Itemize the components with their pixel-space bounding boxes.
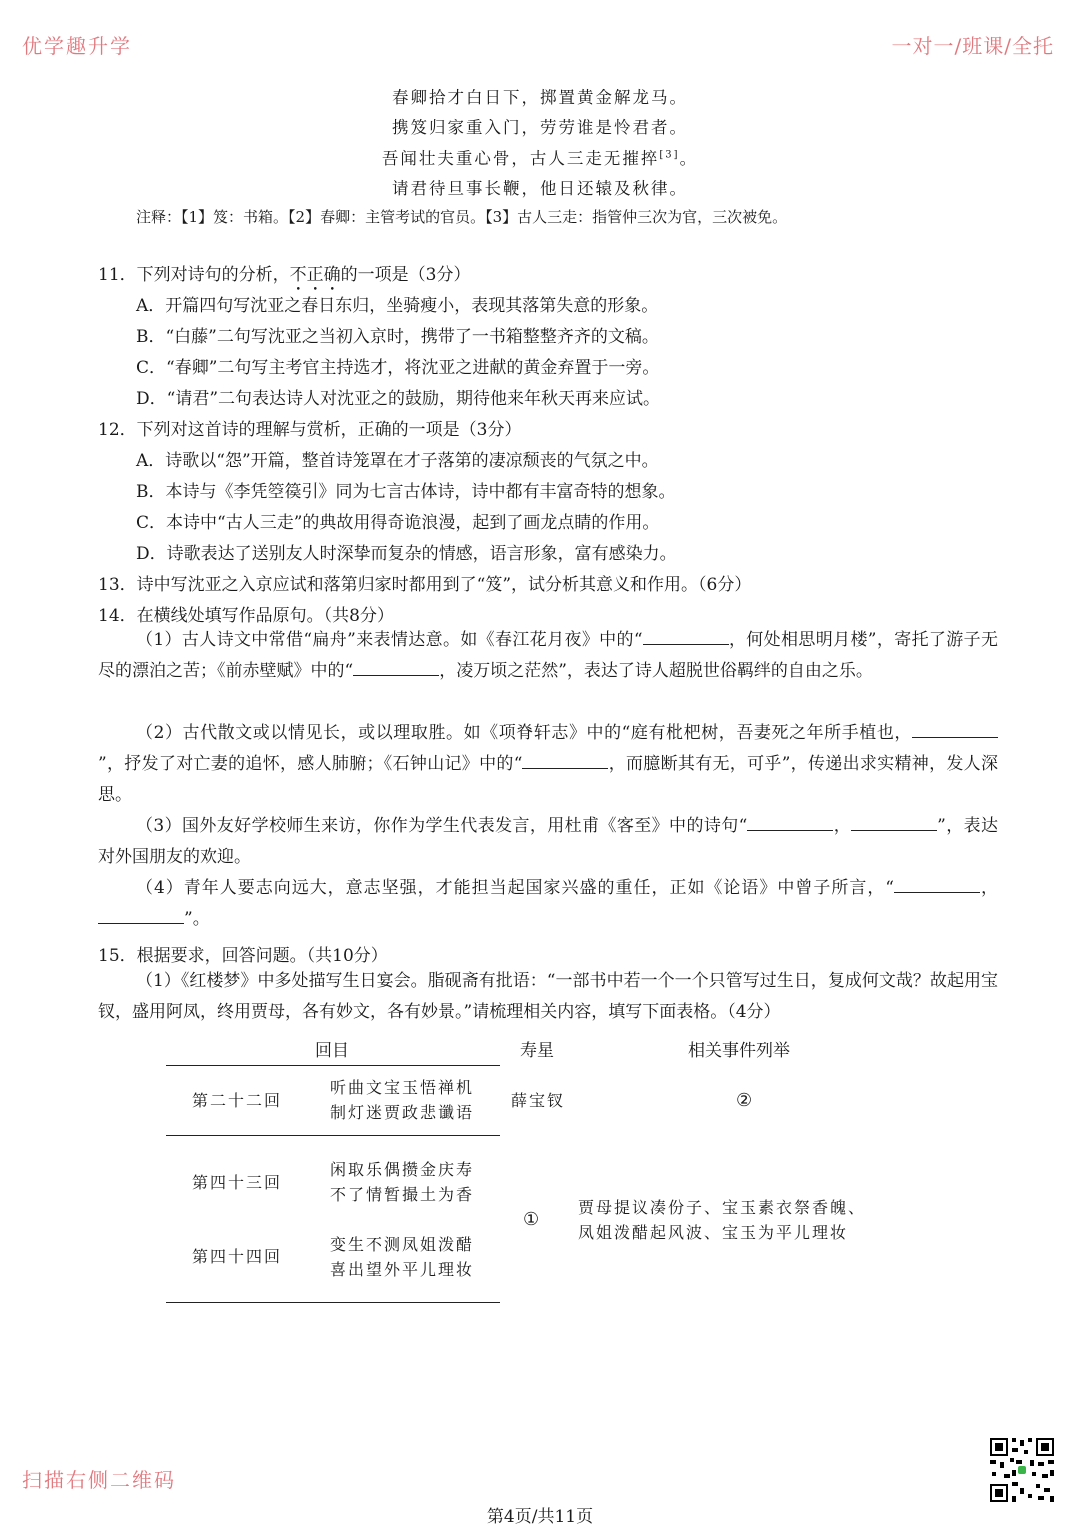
watermark-bottom-left: 扫描右侧二维码 bbox=[22, 1468, 176, 1492]
q11-option-d: D．“请君”二句表达诗人对沈亚之的鼓励，期待他来年秋天再来应试。 bbox=[136, 389, 661, 409]
question-11-stem bbox=[98, 260, 470, 295]
q14-p3-text-b: ， bbox=[833, 816, 852, 836]
q11-option-a: A．开篇四句写沈亚之春日东归，坐骑瘦小，表现其落第失意的形象。 bbox=[136, 296, 659, 316]
q14-p1-text-b: ，何处相思明月楼”，寄托了游子无尽的漂泊之苦；《前赤壁赋》中的“ bbox=[98, 630, 998, 681]
q12-option-a: A．诗歌以“怨”开篇，整首诗笼罩在才子落第的凄凉颓丧的气氛之中。 bbox=[136, 451, 659, 471]
table-header-chapter: 回目 bbox=[315, 1041, 349, 1061]
q14-part-1 bbox=[98, 625, 998, 687]
table-title-43-line1: 闲取乐偶攒金庆寿 bbox=[330, 1160, 475, 1179]
table-events-line2: 凤姐泼醋起风波、宝玉为平儿理妆 bbox=[578, 1223, 849, 1242]
table-chapter-44: 第四十四回 bbox=[192, 1247, 283, 1266]
question-14-stem: 14．在横线处填写作品原句。（共8分） bbox=[98, 606, 394, 626]
q15-part-1: （1）《红楼梦》中多处描写生日宴会。脂砚斋有批语：“一部书中若一个一个只管写过生日，复成何文哉？故起用宝钗，盛用阿凤，终用贾母，各有妙文，各有妙景。”请梳理相关内容，填写下面表格。（4分） bbox=[98, 971, 998, 1022]
answer-blank[interactable] bbox=[353, 661, 439, 676]
watermark-top-right: 一对一/班课/全托 bbox=[891, 34, 1054, 58]
table-events-line1: 贾母提议凑份子、宝玉素衣祭香魄、 bbox=[578, 1198, 867, 1217]
answer-blank[interactable] bbox=[912, 723, 998, 738]
question-15-stem: 15．根据要求，回答问题。（共10分） bbox=[98, 946, 388, 966]
poem-line-2: 携笈归家重入门，劳劳谁是怜君者。 bbox=[392, 118, 688, 137]
q11-stem-pre: 11．下列对诗句的分析， bbox=[98, 265, 290, 285]
q14-part-4 bbox=[98, 873, 998, 935]
q14-p2-text-a: （2）古代散文或以情见长，或以理取胜。如《项脊轩志》中的“庭有枇杷树，吾妻死之年所手植也， bbox=[136, 723, 912, 743]
q12-option-b: B．本诗与《李凭箜篌引》同为七言古体诗，诗中都有丰富奇特的想象。 bbox=[136, 482, 676, 502]
answer-blank[interactable] bbox=[894, 878, 980, 893]
q14-part-3 bbox=[98, 811, 998, 873]
answer-blank[interactable] bbox=[522, 754, 608, 769]
table-rule-top bbox=[166, 1065, 500, 1066]
table-chapter-22: 第二十二回 bbox=[192, 1091, 283, 1110]
table-person-22: 薛宝钗 bbox=[511, 1091, 566, 1110]
table-title-22-line1: 听曲文宝玉悟禅机 bbox=[330, 1078, 475, 1097]
answer-blank[interactable] bbox=[98, 909, 184, 924]
q11-stem-post: 的一项是（3分） bbox=[340, 265, 471, 285]
q11-option-b: B．“白藤”二句写沈亚之当初入京时，携带了一书箱整整齐齐的文稿。 bbox=[136, 327, 659, 347]
q14-p4-text-a: （4）青年人要志向远大，意志坚强，才能担当起国家兴盛的重任，正如《论语》中曾子所言，“ bbox=[136, 878, 895, 898]
table-title-44-line1: 变生不测凤姐泼醋 bbox=[330, 1235, 475, 1254]
footnote-mark: [3] bbox=[659, 149, 680, 161]
q12-option-c: C．本诗中“古人三走”的典故用得奇诡浪漫，起到了画龙点睛的作用。 bbox=[136, 513, 660, 533]
watermark-top-left: 优学趣升学 bbox=[22, 34, 132, 58]
answer-blank[interactable] bbox=[851, 816, 937, 831]
table-events-22: ② bbox=[736, 1090, 755, 1111]
poem-line-3-end: 。 bbox=[679, 149, 699, 168]
table-title-44-line2: 喜出望外平儿理妆 bbox=[330, 1260, 475, 1279]
q11-option-c: C．“春卿”二句写主考官主持选才，将沈亚之进献的黄金弃置于一旁。 bbox=[136, 358, 660, 378]
question-12-stem: 12．下列对这首诗的理解与赏析，正确的一项是（3分） bbox=[98, 420, 522, 440]
poem-line-4: 请君待旦事长鞭，他日还辕及秋律。 bbox=[392, 179, 688, 198]
q14-p4-text-c: ”。 bbox=[184, 909, 210, 929]
q14-part-2 bbox=[98, 718, 998, 811]
page-number: 第4页/共11页 bbox=[486, 1507, 594, 1527]
table-title-44 bbox=[330, 1232, 474, 1282]
table-events-43-44 bbox=[578, 1195, 866, 1245]
table-title-43 bbox=[330, 1157, 474, 1207]
answer-blank[interactable] bbox=[747, 816, 833, 831]
q12-option-d: D．诗歌表达了送别友人时深挚而复杂的情感，语言形象，富有感染力。 bbox=[136, 544, 677, 564]
table-title-43-line2: 不了情暂撮土为香 bbox=[330, 1185, 475, 1204]
table-person-43-44: ① bbox=[523, 1209, 542, 1230]
q14-p3-text-c: ”，表达对外国朋友的欢迎。 bbox=[98, 816, 998, 867]
qr-code-icon[interactable] bbox=[988, 1436, 1056, 1504]
q14-p2-text-c: ，而臆断其有无，可乎”，传递出求实精神，发人深思。 bbox=[98, 754, 998, 805]
poem-line-3-text: 吾闻壮夫重心骨，古人三走无摧捽 bbox=[381, 149, 660, 168]
q14-p4-text-b: ， bbox=[980, 878, 999, 898]
q14-p1-text-a: （1）古人诗文中常借“扁舟”来表情达意。如《春江花月夜》中的“ bbox=[136, 630, 643, 650]
table-chapter-43: 第四十三回 bbox=[192, 1173, 283, 1192]
table-header-person: 寿星 bbox=[520, 1041, 554, 1061]
question-13-stem: 13．诗中写沈亚之入京应试和落第归家时都用到了“笈”，试分析其意义和作用。（6分） bbox=[98, 575, 752, 595]
table-rule-middle bbox=[166, 1135, 500, 1136]
table-rule-bottom bbox=[166, 1302, 500, 1303]
poem-line-3 bbox=[0, 145, 1080, 169]
q14-p1-text-c: ，凌万顷之茫然”，表达了诗人超脱世俗羁绊的自由之乐。 bbox=[439, 661, 873, 681]
q11-stem-emphasis: 不正确 bbox=[289, 265, 341, 285]
answer-blank[interactable] bbox=[643, 630, 729, 645]
table-header-events: 相关事件列举 bbox=[688, 1041, 790, 1061]
poem-line-1: 春卿拾才白日下，掷置黄金解龙马。 bbox=[392, 88, 688, 107]
table-title-22-line2: 制灯迷贾政悲谶语 bbox=[330, 1103, 475, 1122]
poem-notes: 注释：【1】笈：书箱。【2】春卿：主管考试的官员。【3】古人三走：指管仲三次为官，三次被免。 bbox=[136, 208, 788, 226]
q14-p2-text-b: ”，抒发了对亡妻的追怀，感人肺腑；《石钟山记》中的“ bbox=[98, 754, 523, 774]
q14-p3-text-a: （3）国外友好学校师生来访，你作为学生代表发言，用杜甫《客至》中的诗句“ bbox=[136, 816, 748, 836]
table-title-22 bbox=[330, 1075, 474, 1125]
